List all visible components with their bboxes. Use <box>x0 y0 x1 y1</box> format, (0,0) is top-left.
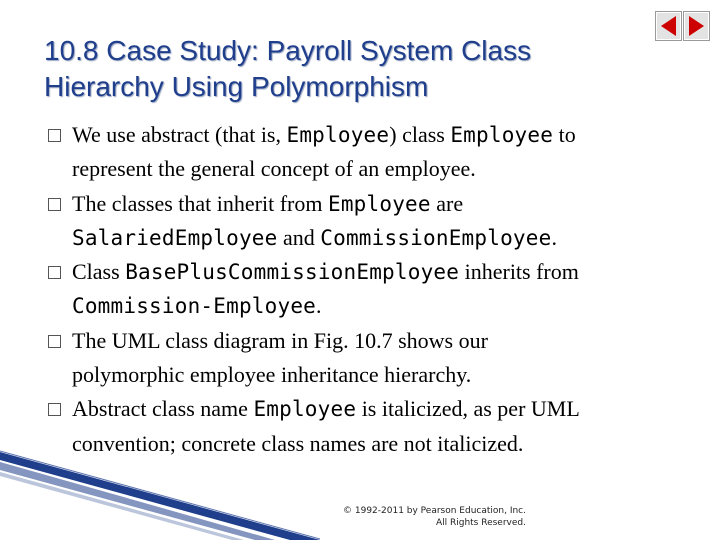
next-slide-button[interactable] <box>683 11 710 41</box>
previous-slide-button[interactable] <box>655 11 682 41</box>
bullet-text: The UML class diagram in Fig. 10.7 shows our <box>72 327 488 353</box>
slide-title <box>44 33 644 105</box>
bullet-text: We use abstract (that is, Employee) class Employee to <box>72 122 576 147</box>
bullet-item <box>48 255 708 289</box>
triangle-left-icon <box>655 11 682 41</box>
bullet-continuation: polymorphic employee inheritance hierarchy. <box>72 362 472 388</box>
bullet-continuation: convention; concrete class names are not italicized. <box>72 430 524 456</box>
bullet-item <box>48 118 708 152</box>
bullet-item <box>48 324 708 358</box>
bullet-text: Class BasePlusCommissionEmployee inherits from <box>72 259 579 285</box>
bullet-item <box>48 187 708 221</box>
bullet-continuation: SalariedEmployee and CommissionEmployee. <box>72 224 557 250</box>
checkbox-bullet-icon <box>48 403 61 416</box>
bullet-text: The classes that inherit from Employee are <box>72 190 464 216</box>
copyright-line: © 1992-2011 by Pearson Education, Inc. <box>343 506 526 516</box>
checkbox-bullet-icon <box>48 266 61 279</box>
bullet-text: Abstract class name Employee is italicized, as per UML <box>72 396 580 422</box>
slide-title-line-2: Hierarchy Using Polymorphism <box>44 71 429 102</box>
checkbox-bullet-icon <box>48 198 61 211</box>
copyright-footer <box>290 505 526 529</box>
rights-line: All Rights Reserved. <box>435 518 526 528</box>
checkbox-bullet-icon <box>48 335 61 348</box>
slide-title-line-1: 10.8 Case Study: Payroll System Class <box>44 35 532 66</box>
bullet-continuation: Commission-Employee. <box>72 293 322 319</box>
bullet-item <box>48 392 708 426</box>
bullet-continuation: represent the general concept of an employee. <box>72 156 476 182</box>
checkbox-bullet-icon <box>48 129 61 142</box>
bullet-list <box>48 118 708 461</box>
triangle-right-icon <box>683 11 710 41</box>
